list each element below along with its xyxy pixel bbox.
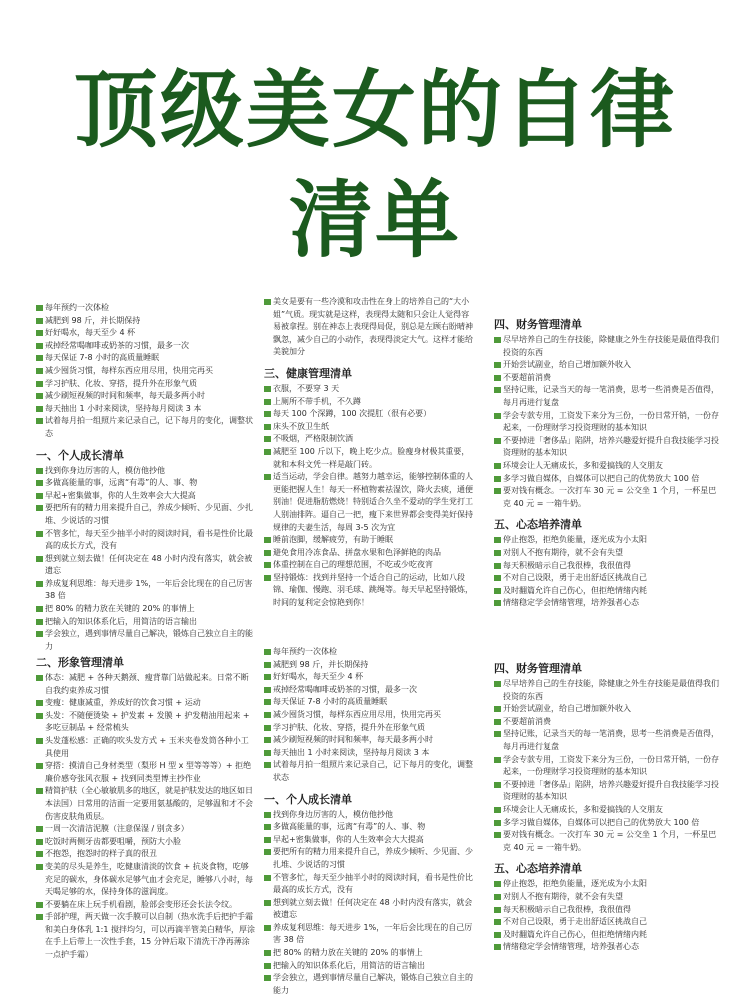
checklist-item: 床头不放卫生纸 xyxy=(264,421,476,434)
checklist-item: 体态：减肥 + 各种天鹅颈、瘦背靠门站做起来。日常不断自我约束养成习惯 xyxy=(36,672,256,697)
checklist-item: 不对自己设限，勇于走出舒适区挑战自己 xyxy=(494,572,720,585)
checklist-item: 学会专款专用，工资发下来分为三份，一份日常开销，一份存起来，一份理财学习投资理财的基本知识 xyxy=(494,754,720,779)
checklist-item: 对别人不抱有期待，就不会有失望 xyxy=(494,891,720,904)
checklist-item: 头发蓬松感：正确的吹头发方式 + 玉米夹卷发筒各种小工具使用 xyxy=(36,735,256,760)
checklist-item: 不对自己设限，勇于走出舒适区挑战自己 xyxy=(494,916,720,929)
checklist-item: 把输入的知识体系化后，用简洁的语言输出 xyxy=(264,960,476,973)
checklist-item: 每年预约一次体检 xyxy=(36,302,256,315)
checklist-item: 多做高能量的事，远离“有毒”的人、事、物 xyxy=(264,821,476,834)
checklist-item: 减少刷短视频的时间和频率，每天最多两小时 xyxy=(36,390,256,403)
checklist-item: 衣服，不要穿 3 天 xyxy=(264,383,476,396)
checklist-column-2 xyxy=(264,296,476,648)
checklist-item: 不要超前消费 xyxy=(494,372,720,385)
checklist-item: 环境会让人无痛成长，多和爱搞钱的人交朋友 xyxy=(494,804,720,817)
checklist-item: 每天抽出 1 小时来阅读，坚持每月阅读 3 本 xyxy=(36,403,256,416)
checklist-item: 不要躺在床上玩手机看剧，脸部会变形还会长法令纹。 xyxy=(36,899,256,912)
checklist-item: 及时翻篇允许自己伤心，但拒绝情绪内耗 xyxy=(494,929,720,942)
checklist-item: 坚持锻炼：找到并坚持一个适合自己的运动，比如八段锦、瑜伽、慢跑、羽毛球、跳绳等。每天早起坚持锻炼，时间的复利定会惊艳到你！ xyxy=(264,572,476,610)
checklist-item: 手部护理，两天做一次手膜可以自制（热水洗手后把护手霜和美白身体乳 1:1 搅拌均匀，可以再滴半管美白精华，厚涂在手上后带上一次性手套，15 分钟后取下清洗干净再薄涂一点护手霜） xyxy=(36,911,256,961)
checklist-item: 避免食用冷冻食品、拼盘水果和色泽鲜艳的肉品 xyxy=(264,547,476,560)
checklist-item: 早起+密集做事，你的人生效率会大大提高 xyxy=(36,490,256,503)
checklist-item: 及时翻篇允许自己伤心，但拒绝情绪内耗 xyxy=(494,585,720,598)
checklist-item: 戒掉经常喝咖啡或奶茶的习惯，最多一次 xyxy=(264,684,476,697)
checklist-item: 每年预约一次体检 xyxy=(264,646,476,659)
checklist-item: 学习护肤、化妆、穿搭，提升外在形象气质 xyxy=(36,378,256,391)
section-heading: 五、心态培养清单 xyxy=(494,862,582,876)
checklist-item: 不抱怨，抱怨时的样子真的很丑 xyxy=(36,848,256,861)
checklist-item: 停止抱怨，拒绝负能量，逐光成为小太阳 xyxy=(494,878,720,891)
checklist-item: 每天保证 7-8 小时的高质量睡眠 xyxy=(36,352,256,365)
checklist-item: 学会独立，遇到事情尽量自己解决，锻炼自己独立自主的能力 xyxy=(264,972,476,997)
checklist-item: 多学习做自媒体，自媒体可以把自己的优势放大 100 倍 xyxy=(494,817,720,830)
checklist-item: 适当运动，学会自律。越努力越幸运，能够控制体重的人更能把握人生！每天一杯植物素祛湿饮，降火去痰，通便别油！促进脂肪燃烧！特别适合久坐不爱动的学生党打工人别油排阵。逼自己一把，瘦下来世界都会变得美好保持规律的夫妻生活，每周 3-5 次为宜 xyxy=(264,471,476,534)
checklist-item: 头发：不随便烫染 + 护发素 + 发膜 + 护发精油用起来 + 多吃豆制品 + 经常梳头 xyxy=(36,710,256,735)
checklist-item: 养成复利思维：每天进步 1%，一年后会比现在的自己厉害 38 倍 xyxy=(36,578,256,603)
checklist-item: 好好喝水，每天至少 4 杯 xyxy=(36,327,256,340)
checklist-item: 想到就立刻去做！任何决定在 48 小时内没有落实，就会被遗忘 xyxy=(264,897,476,922)
checklist-item: 尽早培养自己的生存技能，除健康之外生存技能是最值得我们投资的东西 xyxy=(494,334,720,359)
checklist-item: 坚持记账，记录当天的每一笔消费，思考一些消费是否值得，每月再进行复盘 xyxy=(494,728,720,753)
checklist-item: 体重控制在自己的理想范围，不吃或少吃夜宵 xyxy=(264,559,476,572)
checklist-item: 不要掉进「奢侈品」陷阱，培养兴趣爱好提升自我技能学习投资理财的基本知识 xyxy=(494,435,720,460)
section-heading: 四、财务管理清单 xyxy=(494,662,582,675)
checklist-item: 把 80% 的精力放在关键的 20% 的事情上 xyxy=(36,603,256,616)
checklist-item: 变瘦：健康减重，养成好的饮食习惯 + 运动 xyxy=(36,697,256,710)
checklist-item: 多做高能量的事，远离“有毒”的人、事、物 xyxy=(36,477,256,490)
checklist-item: 想到就立刻去做！任何决定在 48 小时内没有落实，就会被遗忘 xyxy=(36,553,256,578)
checklist-item: 试着每月拍一组照片来记录自己，记下每月的变化，调整状态 xyxy=(36,415,256,440)
checklist-item: 穿搭：摸清自己身材类型（梨形 H 型 x 型等等等）+ 拒绝廉价感夸张风衣服 + 找到同类型博主抄作业 xyxy=(36,760,256,785)
checklist-item: 多学习做自媒体，自媒体可以把自己的优势放大 100 倍 xyxy=(494,473,720,486)
checklist-item: 减少囤货习惯，每样东西应用尽用，快用完再买 xyxy=(264,709,476,722)
checklist-item: 变美的尽头是养生，吃健康清淡的饮食 + 抗炎食物，吃够充足的碳水，身体碳水足够气血才会充足，睡够八小时，每天喝足够的水，保持身体的滋润度。 xyxy=(36,861,256,899)
page-title-line-2: 清单 xyxy=(288,171,461,269)
checklist-item: 早起+密集做事，你的人生效率会大大提高 xyxy=(264,834,476,847)
checklist-column-5 xyxy=(264,646,476,994)
checklist-item: 开始尝试副业，给自己增加额外收入 xyxy=(494,359,720,372)
checklist-item: 学会独立，遇到事情尽量自己解决，锻炼自己独立自主的能力 xyxy=(36,628,256,653)
checklist-item: 美女是要有一些冷漠和攻击性在身上的培养自己的“大小姐”气质。现实就是这样，表现得太随和只会让人觉得容易被拿捏。别在神态上表现得局促，别总是左顾右盼晴神飘忽，减少自己的小动作，表现得淡定大气。这样才能给美貌加分 xyxy=(264,296,476,359)
checklist-item: 每天积极暗示自己我很棒，我很值得 xyxy=(494,560,720,573)
checklist-item: 情绪稳定学会情绪管理，培养强者心态 xyxy=(494,597,720,610)
checklist-item: 环境会让人无痛成长，多和爱搞钱的人交朋友 xyxy=(494,460,720,473)
checklist-item: 停止抱怨，拒绝负能量，逐光成为小太阳 xyxy=(494,534,720,547)
checklist-column-3 xyxy=(494,310,720,640)
checklist-item: 试着每月拍一组照片来记录自己，记下每月的变化，调整状态 xyxy=(264,759,476,784)
section-heading: 四、财务管理清单 xyxy=(494,318,582,331)
checklist-item: 要对钱有概念。一次打车 30 元 = 公交坐 1 个月，一杯星巴克 40 元 = 一箱牛奶。 xyxy=(494,485,720,510)
checklist-item: 把输入的知识体系化后，用简洁的语言输出 xyxy=(36,616,256,629)
checklist-item: 不要超前消费 xyxy=(494,716,720,729)
checklist-item: 要对钱有概念。一次打车 30 元 = 公交坐 1 个月，一杯星巴克 40 元 = 一箱牛奶。 xyxy=(494,829,720,854)
section-heading: 一、个人成长清单 xyxy=(36,448,124,462)
checklist-item: 不要掉进「奢侈品」陷阱，培养兴趣爱好提升自我技能学习投资理财的基本知识 xyxy=(494,779,720,804)
checklist-item: 找到你身边厉害的人，模仿他抄他 xyxy=(36,465,256,478)
checklist-item: 开始尝试副业，给自己增加额外收入 xyxy=(494,703,720,716)
checklist-item: 找到你身边厉害的人，模仿他抄他 xyxy=(264,809,476,822)
checklist-item: 减肥到 98 斤，并长期保持 xyxy=(264,659,476,672)
checklist-item: 不管多忙，每天至少抽半小时的阅读时间，看书是性价比最高的成长方式，没有 xyxy=(264,872,476,897)
checklist-item: 精简护肤（全心敏敏肌多的地区，就是护肤发达的地区如日本法国）日常用的洁面一定要用氨基酸的，足够温和才不会伤害皮肤角质层。 xyxy=(36,785,256,823)
section-heading: 三、健康管理清单 xyxy=(264,366,352,380)
checklist-item: 坚持记账，记录当天的每一笔消费，思考一些消费是否值得，每月再进行复盘 xyxy=(494,384,720,409)
checklist-item: 减少刷短视频的时间和频率，每天最多两小时 xyxy=(264,734,476,747)
checklist-item: 戒掉经常喝咖啡或奶茶的习惯，最多一次 xyxy=(36,340,256,353)
checklist-item: 养成复利思维：每天进步 1%，一年后会比现在的自己厉害 38 倍 xyxy=(264,922,476,947)
checklist-item: 把 80% 的精力放在关键的 20% 的事情上 xyxy=(264,947,476,960)
checklist-column-1 xyxy=(36,302,256,651)
section-heading: 二、形象管理清单 xyxy=(36,656,124,669)
checklist-item: 每天 100 个深蹲，100 次提肛（很有必要） xyxy=(264,408,476,421)
checklist-item: 学习护肤、化妆、穿搭，提升外在形象气质 xyxy=(264,722,476,735)
page-title-line-1: 顶级美女的自律 xyxy=(73,61,676,159)
checklist-item: 一周一次清洁泥膜（注意保湿 / 别贪多） xyxy=(36,823,256,836)
section-heading: 五、心态培养清单 xyxy=(494,518,582,532)
section-heading: 一、个人成长清单 xyxy=(264,792,352,806)
checklist-item: 不管多忙，每天至少抽半小时的阅读时间，看书是性价比最高的成长方式，没有 xyxy=(36,528,256,553)
checklist-column-6 xyxy=(494,654,720,954)
checklist-item: 减少囤货习惯，每样东西应用尽用，快用完再买 xyxy=(36,365,256,378)
checklist-item: 要把所有的精力用来提升自己，养成少倾听、少见面、少扎堆、少说话的习惯 xyxy=(264,846,476,871)
checklist-item: 不吸烟，严格限制饮酒 xyxy=(264,433,476,446)
checklist-item: 吃饭时两侧牙齿都要咀嚼，预防大小脸 xyxy=(36,836,256,849)
checklist-item: 每天抽出 1 小时来阅读，坚持每月阅读 3 本 xyxy=(264,747,476,760)
checklist-item: 减肥至 100 斤以下，晚上吃少点。脸瘦身材极其重要，就和本科文凭一样是敲门砖。 xyxy=(264,446,476,471)
checklist-item: 对别人不抱有期待，就不会有失望 xyxy=(494,547,720,560)
checklist-item: 学会专款专用，工资发下来分为三份，一份日常开销，一份存起来，一份理财学习投资理财的基本知识 xyxy=(494,410,720,435)
checklist-item: 每天积极暗示自己我很棒，我很值得 xyxy=(494,904,720,917)
checklist-item: 每天保证 7-8 小时的高质量睡眠 xyxy=(264,696,476,709)
checklist-item: 好好喝水，每天至少 4 杯 xyxy=(264,671,476,684)
checklist-item: 尽早培养自己的生存技能，除健康之外生存技能是最值得我们投资的东西 xyxy=(494,678,720,703)
checklist-item: 上厕所不带手机，不久蹲 xyxy=(264,396,476,409)
checklist-column-4 xyxy=(36,648,256,994)
checklist-item: 睡前泡脚，缓解疲劳，有助于睡眠 xyxy=(264,534,476,547)
checklist-item: 减肥到 98 斤，并长期保持 xyxy=(36,315,256,328)
checklist-item: 情绪稳定学会情绪管理，培养强者心态 xyxy=(494,941,720,954)
checklist-item: 要把所有的精力用来提升自己，养成少倾听、少见面、少扎堆、少说话的习惯 xyxy=(36,502,256,527)
